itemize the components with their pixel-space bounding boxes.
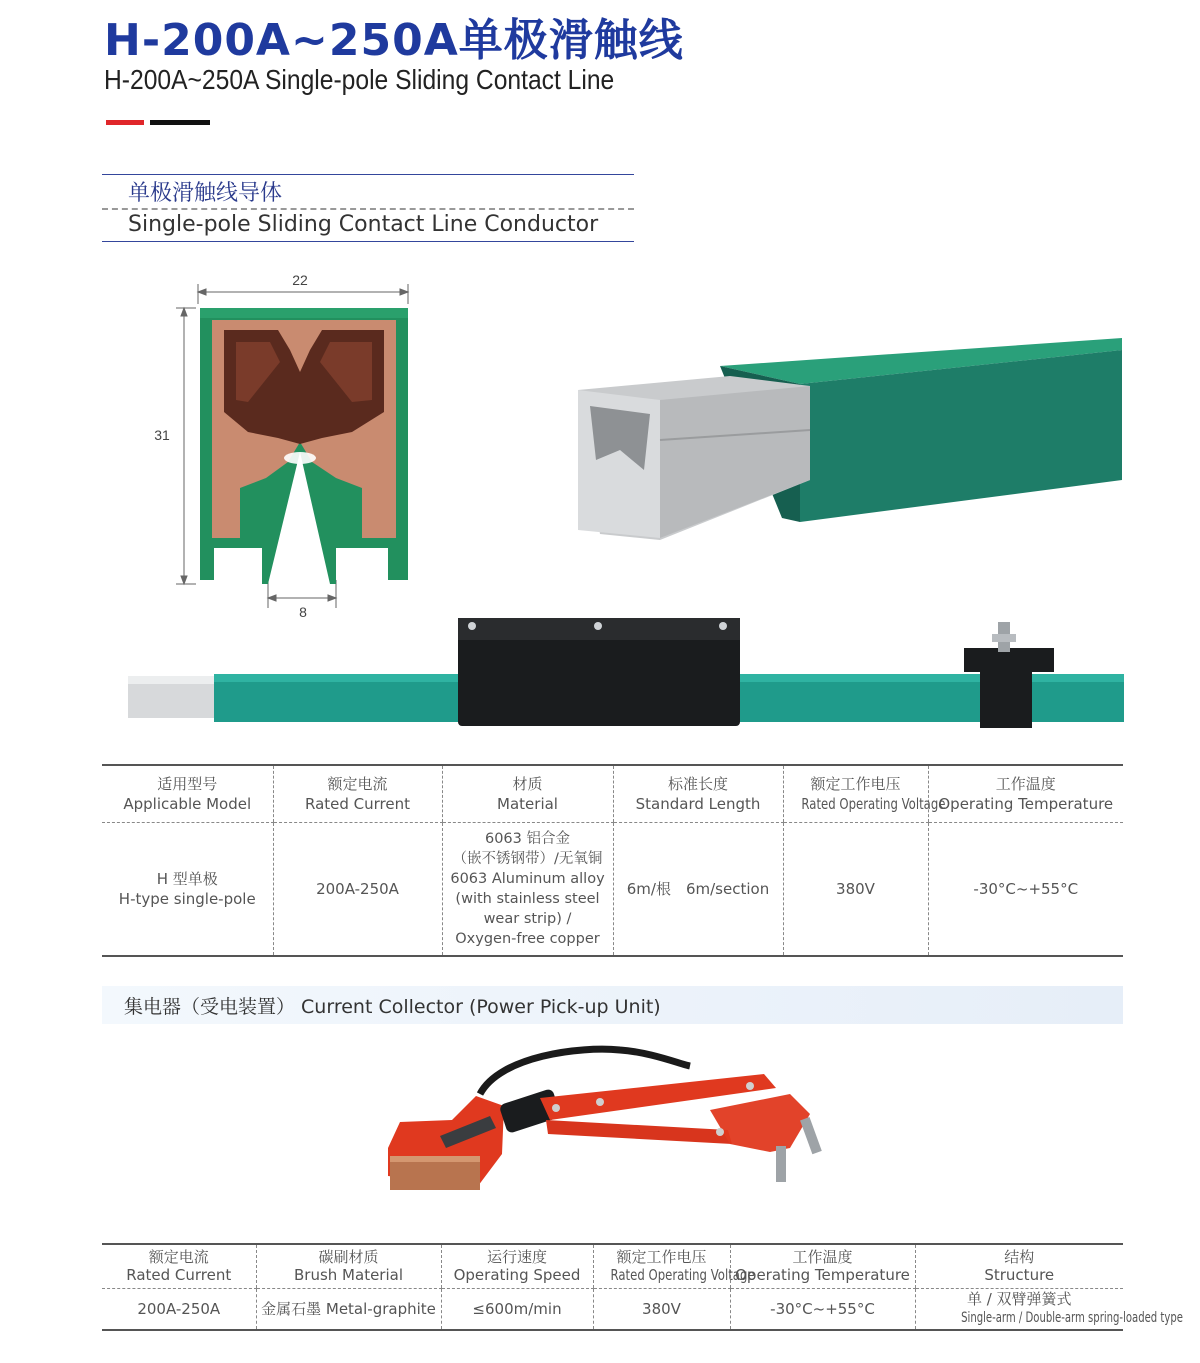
page-subtitle: H-200A~250A Single-pole Sliding Contact Line (104, 64, 615, 95)
cell-current: 200A-250A (273, 822, 442, 956)
cell-current: 200A-250A (137, 1299, 221, 1318)
accent-bar-red (106, 120, 144, 125)
header-structure: 结构 Structure (915, 1244, 1123, 1288)
dimension-height: 31 (154, 427, 170, 443)
table-header-row (102, 765, 1123, 822)
cell-structure: 单 / 双臂弹簧式 Single-arm / Double-arm spring-loaded type (915, 1288, 1123, 1330)
cell-speed: ≤600m/min (441, 1288, 593, 1330)
cell-length: 6m/根 6m/section (613, 822, 783, 956)
header-operating-temperature: 工作温度 Operating Temperature (730, 1244, 915, 1288)
collector-section-title: 集电器（受电装置） Current Collector (Power Pick-up Unit) (124, 996, 661, 1018)
table-row (102, 1288, 1123, 1330)
current-collector-image (380, 1036, 840, 1196)
table-row (102, 822, 1123, 956)
section-divider (102, 208, 634, 210)
header-rated-current: 额定电流 Rated Current (102, 1244, 256, 1288)
header-rated-voltage: 额定工作电压 Rated Operating Voltage (593, 1244, 730, 1288)
cell-voltage: 380V (593, 1288, 730, 1330)
header-brush-material: 碳刷材质 Brush Material (256, 1244, 441, 1288)
section-title-en: Single-pole Sliding Contact Line Conductor (128, 212, 599, 237)
table-header-row (102, 1244, 1123, 1288)
collector-spec-table (102, 1243, 1183, 1331)
cell-temperature: -30°C~+55°C (928, 822, 1123, 956)
cell-temperature: -30°C~+55°C (730, 1288, 915, 1330)
header-standard-length: 标准长度 Standard Length (613, 765, 783, 822)
section-bottom-rule (102, 241, 634, 242)
cell-brush: 金属石墨 Metal-graphite (256, 1288, 441, 1330)
conductor-spec-table (102, 764, 1123, 957)
cell-material: 6063 铝合金 （嵌不锈钢带）/无氧铜 6063 Aluminum alloy (with stainless steel wear strip) / Oxygen-free copper (442, 822, 613, 956)
rail-assembly-image (128, 612, 1128, 742)
section-top-rule (102, 174, 634, 175)
accent-bar-black (150, 120, 210, 125)
cell-voltage: 380V (783, 822, 928, 956)
header-material: 材质 Material (442, 765, 613, 822)
header-operating-temperature: 工作温度 Operating Temperature (928, 765, 1123, 822)
dimension-gap: 8 (299, 604, 307, 620)
dimension-width: 22 (292, 272, 308, 288)
header-rated-current: 额定电流 Rated Current (273, 765, 442, 822)
cross-section-diagram (140, 262, 440, 622)
page-title: H-200A~250A单极滑触线 (104, 15, 684, 66)
section-title-cn: 单极滑触线导体 (128, 181, 283, 206)
conductor-3d-image (560, 330, 1130, 560)
header-operating-speed: 运行速度 Operating Speed (441, 1244, 593, 1288)
header-rated-voltage: 额定工作电压 Rated Operating Voltage (783, 765, 928, 822)
header-applicable-model: 适用型号 Applicable Model (102, 765, 273, 822)
cell-model: H 型单极 H-type single-pole (118, 869, 256, 908)
